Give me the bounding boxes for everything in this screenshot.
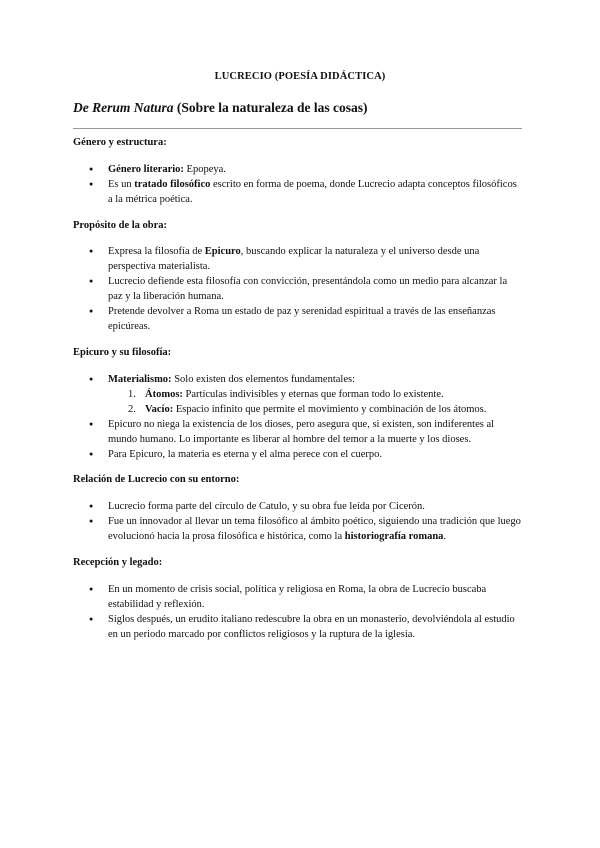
list-recepcion	[89, 582, 523, 642]
list-item: ● Lucrecio forma parte del círculo de Catulo, y su obra fue leída por Cicerón.	[89, 499, 523, 514]
list-item: ● Siglos después, un erudito italiano redescubre la obra en un monasterio, devolviéndola al estudio en un periodo marcado por conflictos religiosos y la ruptura de la iglesia.	[89, 612, 523, 642]
horizontal-rule	[73, 128, 522, 129]
list-item: ● En un momento de crisis social, política y religiosa en Roma, la obra de Lucrecio buscaba estabilidad y reflexión.	[89, 582, 523, 612]
list-elementos	[128, 387, 523, 417]
list-genero	[89, 162, 523, 207]
list-item: ● Lucrecio defiende esta filosofía con convicción, presentándola como un medio para alcanzar la paz y la liberación humana.	[89, 274, 523, 304]
list-item: ● Género literario: Epopeya.	[89, 162, 523, 177]
list-proposito	[89, 244, 523, 334]
list-item: 1. Átomos: Partículas indivisibles y eternas que forman todo lo existente.	[128, 389, 444, 400]
heading-epicuro: Epicuro y su filosofía:	[73, 347, 172, 358]
list-item: ● Para Epicuro, la materia es eterna y el alma perece con el cuerpo.	[89, 447, 523, 462]
list-relacion	[89, 499, 523, 544]
list-epicuro	[89, 417, 523, 462]
document-title: LUCRECIO (POESÍA DIDÁCTICA)	[214, 71, 386, 82]
list-materialismo	[89, 372, 523, 387]
work-title: De Rerum Natura	[73, 100, 174, 115]
list-item: ● Materialismo: Solo existen dos elementos fundamentales:	[89, 372, 523, 387]
heading-recepcion: Recepción y legado:	[73, 557, 163, 568]
work-translation: (Sobre la naturaleza de las cosas)	[173, 100, 368, 115]
list-item: 2. Vacío: Espacio infinito que permite el movimiento y combinación de los átomos.	[128, 404, 487, 415]
document-subtitle	[73, 100, 368, 116]
heading-relacion: Relación de Lucrecio con su entorno:	[73, 474, 240, 485]
list-item: ● Expresa la filosofía de Epicuro, buscando explicar la naturaleza y el universo desde una perspectiva materialista.	[89, 244, 523, 274]
heading-genero: Género y estructura:	[73, 137, 167, 148]
list-item: ● Epicuro no niega la existencia de los dioses, pero asegura que, si existen, son indiferentes al mundo humano. Lo importante es liberar al hombre del temor a la muerte y los dioses.	[89, 417, 523, 447]
heading-proposito: Propósito de la obra:	[73, 220, 168, 231]
list-item: ● Pretende devolver a Roma un estado de paz y serenidad espiritual a través de las enseñanzas epicúreas.	[89, 304, 523, 334]
list-item: ● Es un tratado filosófico escrito en forma de poema, donde Lucrecio adapta conceptos filosóficos a la métrica poética.	[89, 177, 523, 207]
list-item: ● Fue un innovador al llevar un tema filosófico al ámbito poético, siguiendo una tradición que luego evolucionó hacia la prosa filosófica e histórica, como la historiografía romana.	[89, 514, 523, 544]
